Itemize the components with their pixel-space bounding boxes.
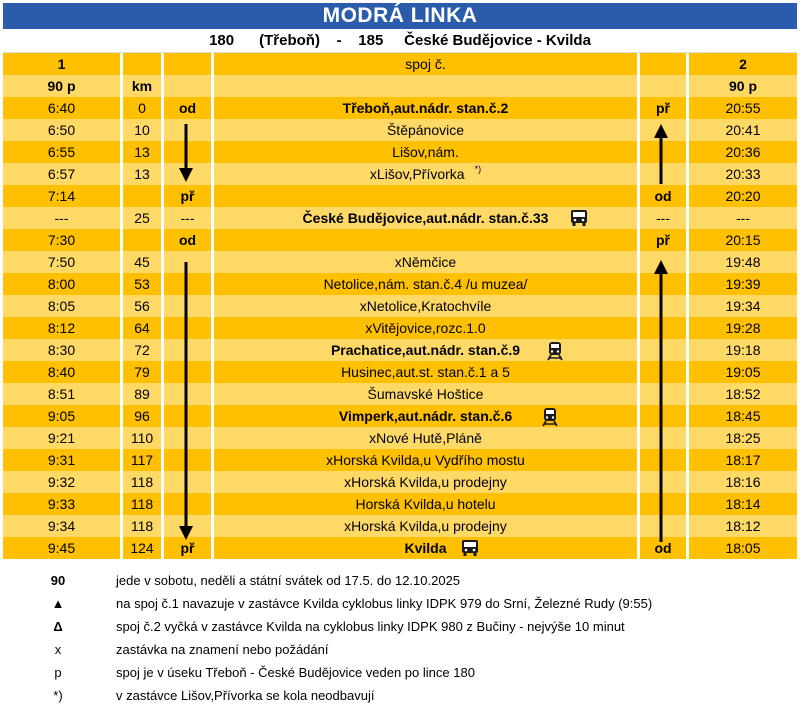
departure-time-dir1: 9:45 bbox=[47, 540, 76, 556]
mark-dir1: od bbox=[178, 232, 197, 248]
column-divider bbox=[686, 449, 689, 471]
departure-time-dir2: 19:34 bbox=[725, 298, 761, 314]
column-divider bbox=[161, 75, 164, 97]
column-divider bbox=[637, 295, 640, 317]
distance-km bbox=[123, 229, 161, 251]
mark-dir2: od bbox=[654, 188, 672, 204]
column-divider bbox=[686, 405, 689, 427]
column-divider bbox=[120, 427, 123, 449]
column-divider bbox=[637, 493, 640, 515]
departure-time-dir1: 6:40 bbox=[47, 100, 76, 116]
distance-km: 0 bbox=[138, 100, 146, 116]
column-divider bbox=[161, 229, 164, 251]
column-divider bbox=[637, 97, 640, 119]
departure-time-dir2: 18:12 bbox=[725, 518, 761, 534]
table-row bbox=[3, 185, 797, 207]
column-divider bbox=[161, 119, 164, 141]
column-divider bbox=[637, 361, 640, 383]
table-row bbox=[3, 471, 797, 493]
departure-time-dir2: 20:36 bbox=[725, 144, 761, 160]
footnote-text: na spoj č.1 navazuje v zastávce Kvilda cyklobus linky IDPK 979 do Srní, Železné Rudy (9:55) bbox=[116, 596, 653, 611]
column-divider bbox=[120, 383, 123, 405]
stop-name: xHorská Kvilda,u Vydřího mostu bbox=[326, 452, 525, 468]
departure-time-dir2: 19:48 bbox=[725, 254, 761, 270]
distance-km: 13 bbox=[134, 166, 150, 182]
footnote-key: 90 bbox=[50, 573, 66, 588]
table-row bbox=[3, 427, 797, 449]
column-divider bbox=[120, 471, 123, 493]
departure-time-dir1: 8:12 bbox=[47, 320, 76, 336]
column-divider bbox=[686, 53, 689, 75]
timetable-grid bbox=[3, 53, 797, 559]
mark-dir2: od bbox=[654, 540, 672, 556]
table-row bbox=[3, 251, 797, 273]
column-divider bbox=[686, 515, 689, 537]
column-divider bbox=[161, 141, 164, 163]
route-name: České Budějovice - Kvilda bbox=[404, 32, 591, 49]
departure-time-dir2: 18:25 bbox=[725, 430, 761, 446]
table-row bbox=[3, 339, 797, 361]
column-divider bbox=[637, 251, 640, 273]
column-divider bbox=[120, 75, 123, 97]
column-divider bbox=[211, 317, 214, 339]
distance-km: 64 bbox=[134, 320, 150, 336]
mark-dir1: --- bbox=[180, 210, 195, 226]
departure-time-dir1: 6:55 bbox=[47, 144, 76, 160]
column-divider bbox=[161, 273, 164, 295]
departure-time-dir1: --- bbox=[54, 210, 69, 226]
column-divider bbox=[211, 383, 214, 405]
distance-km: 118 bbox=[130, 474, 154, 490]
footnote-marker: *) bbox=[474, 164, 482, 174]
distance-km: 117 bbox=[130, 452, 154, 468]
column-divider bbox=[637, 537, 640, 559]
table-row bbox=[3, 207, 797, 229]
column-divider bbox=[686, 185, 689, 207]
footnote-row bbox=[3, 615, 797, 638]
column-divider bbox=[686, 207, 689, 229]
distance-km: 89 bbox=[134, 386, 150, 402]
column-divider bbox=[120, 53, 123, 75]
column-divider bbox=[637, 405, 640, 427]
departure-time-dir2: 19:05 bbox=[725, 364, 761, 380]
column-divider bbox=[211, 229, 214, 251]
column-divider bbox=[120, 295, 123, 317]
distance-km: 10 bbox=[134, 122, 150, 138]
column-divider bbox=[637, 119, 640, 141]
note-code-1: 90 p bbox=[47, 78, 76, 94]
column-divider bbox=[161, 295, 164, 317]
distance-km: 96 bbox=[134, 408, 150, 424]
distance-km: 118 bbox=[130, 518, 154, 534]
route-subtitle bbox=[3, 30, 797, 53]
arrow-down-long-icon bbox=[176, 262, 196, 542]
mark-dir1: př bbox=[180, 188, 195, 204]
departure-time-dir1: 6:50 bbox=[47, 122, 76, 138]
departure-time-dir2: 18:16 bbox=[725, 474, 761, 490]
timetable-title: MODRÁ LINKA bbox=[3, 3, 797, 29]
column-divider bbox=[637, 53, 640, 75]
table-row bbox=[3, 119, 797, 141]
column-divider bbox=[120, 273, 123, 295]
footnote-text: v zastávce Lišov,Přívorka se kola neodbavují bbox=[116, 688, 375, 703]
stop-name: Husinec,aut.st. stan.č.1 a 5 bbox=[341, 364, 510, 380]
stop-name: Prachatice,aut.nádr. stan.č.9 bbox=[330, 342, 521, 358]
column-divider bbox=[211, 251, 214, 273]
train-icon bbox=[541, 407, 559, 425]
column-divider bbox=[211, 141, 214, 163]
km-label: km bbox=[131, 78, 153, 94]
distance-km: 124 bbox=[130, 540, 154, 556]
column-divider bbox=[211, 97, 214, 119]
table-row bbox=[3, 295, 797, 317]
column-divider bbox=[161, 361, 164, 383]
column-divider bbox=[120, 515, 123, 537]
footnote-text: zastávka na znamení nebo požádání bbox=[116, 642, 329, 657]
stop-name: Lišov,nám. bbox=[392, 144, 459, 160]
table-row bbox=[3, 405, 797, 427]
departure-time-dir1: 9:34 bbox=[47, 518, 76, 534]
line-180-name: (Třeboň) bbox=[259, 32, 320, 49]
departure-time-dir2: 18:05 bbox=[725, 540, 761, 556]
table-row bbox=[3, 97, 797, 119]
column-divider bbox=[686, 251, 689, 273]
column-divider bbox=[637, 383, 640, 405]
column-divider bbox=[637, 273, 640, 295]
arrow-up-icon bbox=[651, 124, 671, 184]
stop-name: Horská Kvilda,u hotelu bbox=[355, 496, 496, 512]
column-divider bbox=[637, 141, 640, 163]
column-divider bbox=[686, 163, 689, 185]
column-divider bbox=[686, 427, 689, 449]
distance-km: 72 bbox=[134, 342, 150, 358]
footnote-row bbox=[3, 638, 797, 661]
departure-time-dir1: 8:00 bbox=[47, 276, 76, 292]
departure-time-dir2: 18:17 bbox=[725, 452, 761, 468]
footnote-row bbox=[3, 569, 797, 592]
stop-name: Kvilda bbox=[404, 540, 447, 556]
column-divider bbox=[161, 163, 164, 185]
table-row bbox=[3, 383, 797, 405]
bus-icon bbox=[461, 539, 479, 557]
train-icon bbox=[546, 341, 564, 359]
stop-name: xVitějovice,rozc.1.0 bbox=[365, 320, 486, 336]
column-divider bbox=[161, 405, 164, 427]
table-row bbox=[3, 537, 797, 559]
note-code-2: 90 p bbox=[728, 78, 757, 94]
footnote-row bbox=[3, 684, 797, 707]
column-divider bbox=[637, 427, 640, 449]
column-divider bbox=[161, 493, 164, 515]
distance-km: 118 bbox=[130, 496, 154, 512]
column-divider bbox=[637, 229, 640, 251]
column-divider bbox=[120, 449, 123, 471]
column-divider bbox=[686, 537, 689, 559]
column-divider bbox=[686, 471, 689, 493]
column-divider bbox=[211, 339, 214, 361]
column-divider bbox=[637, 339, 640, 361]
column-divider bbox=[211, 405, 214, 427]
column-divider bbox=[161, 537, 164, 559]
column-divider bbox=[637, 515, 640, 537]
column-divider bbox=[161, 515, 164, 537]
column-divider bbox=[211, 53, 214, 75]
table-row bbox=[3, 163, 797, 185]
column-divider bbox=[120, 207, 123, 229]
departure-time-dir1: 9:32 bbox=[47, 474, 76, 490]
departure-time-dir2: 20:55 bbox=[725, 100, 761, 116]
column-divider bbox=[211, 449, 214, 471]
column-divider bbox=[161, 339, 164, 361]
column-divider bbox=[211, 185, 214, 207]
column-divider bbox=[161, 185, 164, 207]
line-number-185: 185 bbox=[358, 32, 384, 49]
column-divider bbox=[686, 273, 689, 295]
column-divider bbox=[161, 97, 164, 119]
column-divider bbox=[637, 317, 640, 339]
table-row bbox=[3, 317, 797, 339]
mark-dir1: př bbox=[180, 540, 195, 556]
table-row bbox=[3, 493, 797, 515]
arrow-up-long-icon bbox=[651, 260, 671, 542]
column-divider bbox=[211, 295, 214, 317]
column-divider bbox=[120, 251, 123, 273]
column-divider bbox=[211, 361, 214, 383]
column-divider bbox=[686, 317, 689, 339]
bus-icon bbox=[570, 209, 588, 227]
column-divider bbox=[120, 119, 123, 141]
column-divider bbox=[686, 339, 689, 361]
stop-name: Netolice,nám. stan.č.4 /u muzea/ bbox=[323, 276, 528, 292]
header-row-notes bbox=[3, 75, 797, 97]
stop-name: xLišov,Přívorka *) bbox=[369, 164, 482, 182]
column-divider bbox=[120, 317, 123, 339]
column-divider bbox=[211, 427, 214, 449]
column-divider bbox=[120, 339, 123, 361]
column-divider bbox=[686, 119, 689, 141]
column-divider bbox=[120, 97, 123, 119]
distance-km: 53 bbox=[134, 276, 150, 292]
column-divider bbox=[120, 185, 123, 207]
departure-time-dir2: 20:41 bbox=[725, 122, 761, 138]
column-divider bbox=[686, 97, 689, 119]
header-row-direction bbox=[3, 53, 797, 75]
departure-time-dir2: 19:39 bbox=[725, 276, 761, 292]
spoj-label: spoj č. bbox=[405, 56, 446, 72]
distance-km: 13 bbox=[134, 144, 150, 160]
departure-time-dir1: 9:05 bbox=[47, 408, 76, 424]
stop-name: xHorská Kvilda,u prodejny bbox=[344, 518, 507, 534]
stop-name bbox=[214, 229, 637, 251]
table-row bbox=[3, 141, 797, 163]
footnote-row bbox=[3, 592, 797, 615]
departure-time-dir1: 9:33 bbox=[47, 496, 76, 512]
column-divider bbox=[686, 383, 689, 405]
column-divider bbox=[637, 471, 640, 493]
column-divider bbox=[637, 185, 640, 207]
direction-1: 1 bbox=[57, 56, 66, 72]
column-divider bbox=[211, 119, 214, 141]
stop-name: Štěpánovice bbox=[386, 122, 465, 138]
column-divider bbox=[161, 427, 164, 449]
column-divider bbox=[211, 537, 214, 559]
departure-time-dir2: 19:18 bbox=[725, 342, 761, 358]
footnote-key: ▲ bbox=[51, 596, 65, 611]
column-divider bbox=[161, 317, 164, 339]
column-divider bbox=[161, 251, 164, 273]
departure-time-dir1: 8:40 bbox=[47, 364, 76, 380]
line-number-180: 180 bbox=[209, 32, 235, 49]
stop-name: Vimperk,aut.nádr. stan.č.6 bbox=[338, 408, 513, 424]
column-divider bbox=[637, 163, 640, 185]
column-divider bbox=[161, 449, 164, 471]
column-divider bbox=[161, 53, 164, 75]
distance-km: 45 bbox=[134, 254, 150, 270]
departure-time-dir1: 7:50 bbox=[47, 254, 76, 270]
departure-time-dir1: 7:30 bbox=[47, 232, 76, 248]
mark-dir1: od bbox=[178, 100, 197, 116]
departure-time-dir2: 20:20 bbox=[725, 188, 761, 204]
footnote-key: *) bbox=[53, 688, 63, 703]
column-divider bbox=[161, 207, 164, 229]
departure-time-dir1: 9:21 bbox=[47, 430, 76, 446]
arrow-down-icon bbox=[176, 124, 196, 184]
departure-time-dir1: 9:31 bbox=[47, 452, 76, 468]
column-divider bbox=[686, 493, 689, 515]
column-divider bbox=[120, 229, 123, 251]
column-divider bbox=[637, 207, 640, 229]
column-divider bbox=[120, 405, 123, 427]
column-divider bbox=[686, 229, 689, 251]
column-divider bbox=[686, 361, 689, 383]
footnote-text: spoj č.2 vyčká v zastávce Kvilda na cyklobus linky IDPK 980 z Bučiny - nejvýše 10 minut bbox=[116, 619, 625, 634]
column-divider bbox=[637, 75, 640, 97]
column-divider bbox=[211, 75, 214, 97]
column-divider bbox=[211, 207, 214, 229]
line-separator: - bbox=[336, 32, 342, 49]
footnote-row bbox=[3, 661, 797, 684]
table-row bbox=[3, 229, 797, 251]
stop-name: xNetolice,Kratochvíle bbox=[359, 298, 492, 314]
departure-time-dir1: 8:30 bbox=[47, 342, 76, 358]
table-row bbox=[3, 273, 797, 295]
column-divider bbox=[120, 141, 123, 163]
departure-time-dir1: 6:57 bbox=[47, 166, 76, 182]
mark-dir2: př bbox=[656, 232, 670, 248]
column-divider bbox=[211, 515, 214, 537]
departure-time-dir2: 20:33 bbox=[725, 166, 761, 182]
departure-time-dir1: 8:51 bbox=[47, 386, 76, 402]
column-divider bbox=[211, 273, 214, 295]
stop-name: České Budějovice,aut.nádr. stan.č.33 bbox=[302, 210, 549, 226]
column-divider bbox=[120, 537, 123, 559]
column-divider bbox=[120, 361, 123, 383]
column-divider bbox=[161, 471, 164, 493]
mark-dir2: př bbox=[656, 100, 670, 116]
distance-km: 79 bbox=[134, 364, 150, 380]
distance-km: 25 bbox=[134, 210, 150, 226]
departure-time-dir1: 7:14 bbox=[47, 188, 76, 204]
direction-2: 2 bbox=[739, 56, 747, 72]
footnote-key: x bbox=[54, 642, 62, 657]
table-row bbox=[3, 449, 797, 471]
stop-name bbox=[214, 185, 637, 207]
footnote-text: spoj je v úseku Třeboň - České Budějovice veden po lince 180 bbox=[116, 665, 475, 680]
column-divider bbox=[686, 141, 689, 163]
mark-dir2: --- bbox=[656, 210, 670, 226]
stop-name: xNěmčice bbox=[394, 254, 457, 270]
footnote-key: p bbox=[54, 665, 62, 680]
column-divider bbox=[637, 449, 640, 471]
distance-km: 56 bbox=[134, 298, 150, 314]
distance-km: 110 bbox=[130, 430, 154, 446]
departure-time-dir1: 8:05 bbox=[47, 298, 76, 314]
column-divider bbox=[120, 163, 123, 185]
table-row bbox=[3, 361, 797, 383]
departure-time-dir2: 19:28 bbox=[725, 320, 761, 336]
stop-name: xNové Hutě,Pláně bbox=[369, 430, 482, 446]
departure-time-dir2: 18:45 bbox=[725, 408, 761, 424]
stop-name: xHorská Kvilda,u prodejny bbox=[344, 474, 507, 490]
column-divider bbox=[686, 75, 689, 97]
footnote-text: jede v sobotu, neděli a státní svátek od 17.5. do 12.10.2025 bbox=[116, 573, 461, 588]
column-divider bbox=[686, 295, 689, 317]
footnotes bbox=[3, 569, 797, 707]
distance-km bbox=[123, 185, 161, 207]
column-divider bbox=[161, 383, 164, 405]
departure-time-dir2: 18:52 bbox=[725, 386, 761, 402]
table-row bbox=[3, 515, 797, 537]
column-divider bbox=[211, 471, 214, 493]
stop-name: Šumavské Hoštice bbox=[367, 386, 484, 402]
stop-name: Třeboň,aut.nádr. stan.č.2 bbox=[342, 100, 509, 116]
departure-time-dir2: --- bbox=[736, 210, 750, 226]
departure-time-dir2: 20:15 bbox=[725, 232, 761, 248]
column-divider bbox=[211, 163, 214, 185]
column-divider bbox=[211, 493, 214, 515]
departure-time-dir2: 18:14 bbox=[725, 496, 761, 512]
column-divider bbox=[120, 493, 123, 515]
footnote-key: Δ bbox=[53, 619, 63, 634]
